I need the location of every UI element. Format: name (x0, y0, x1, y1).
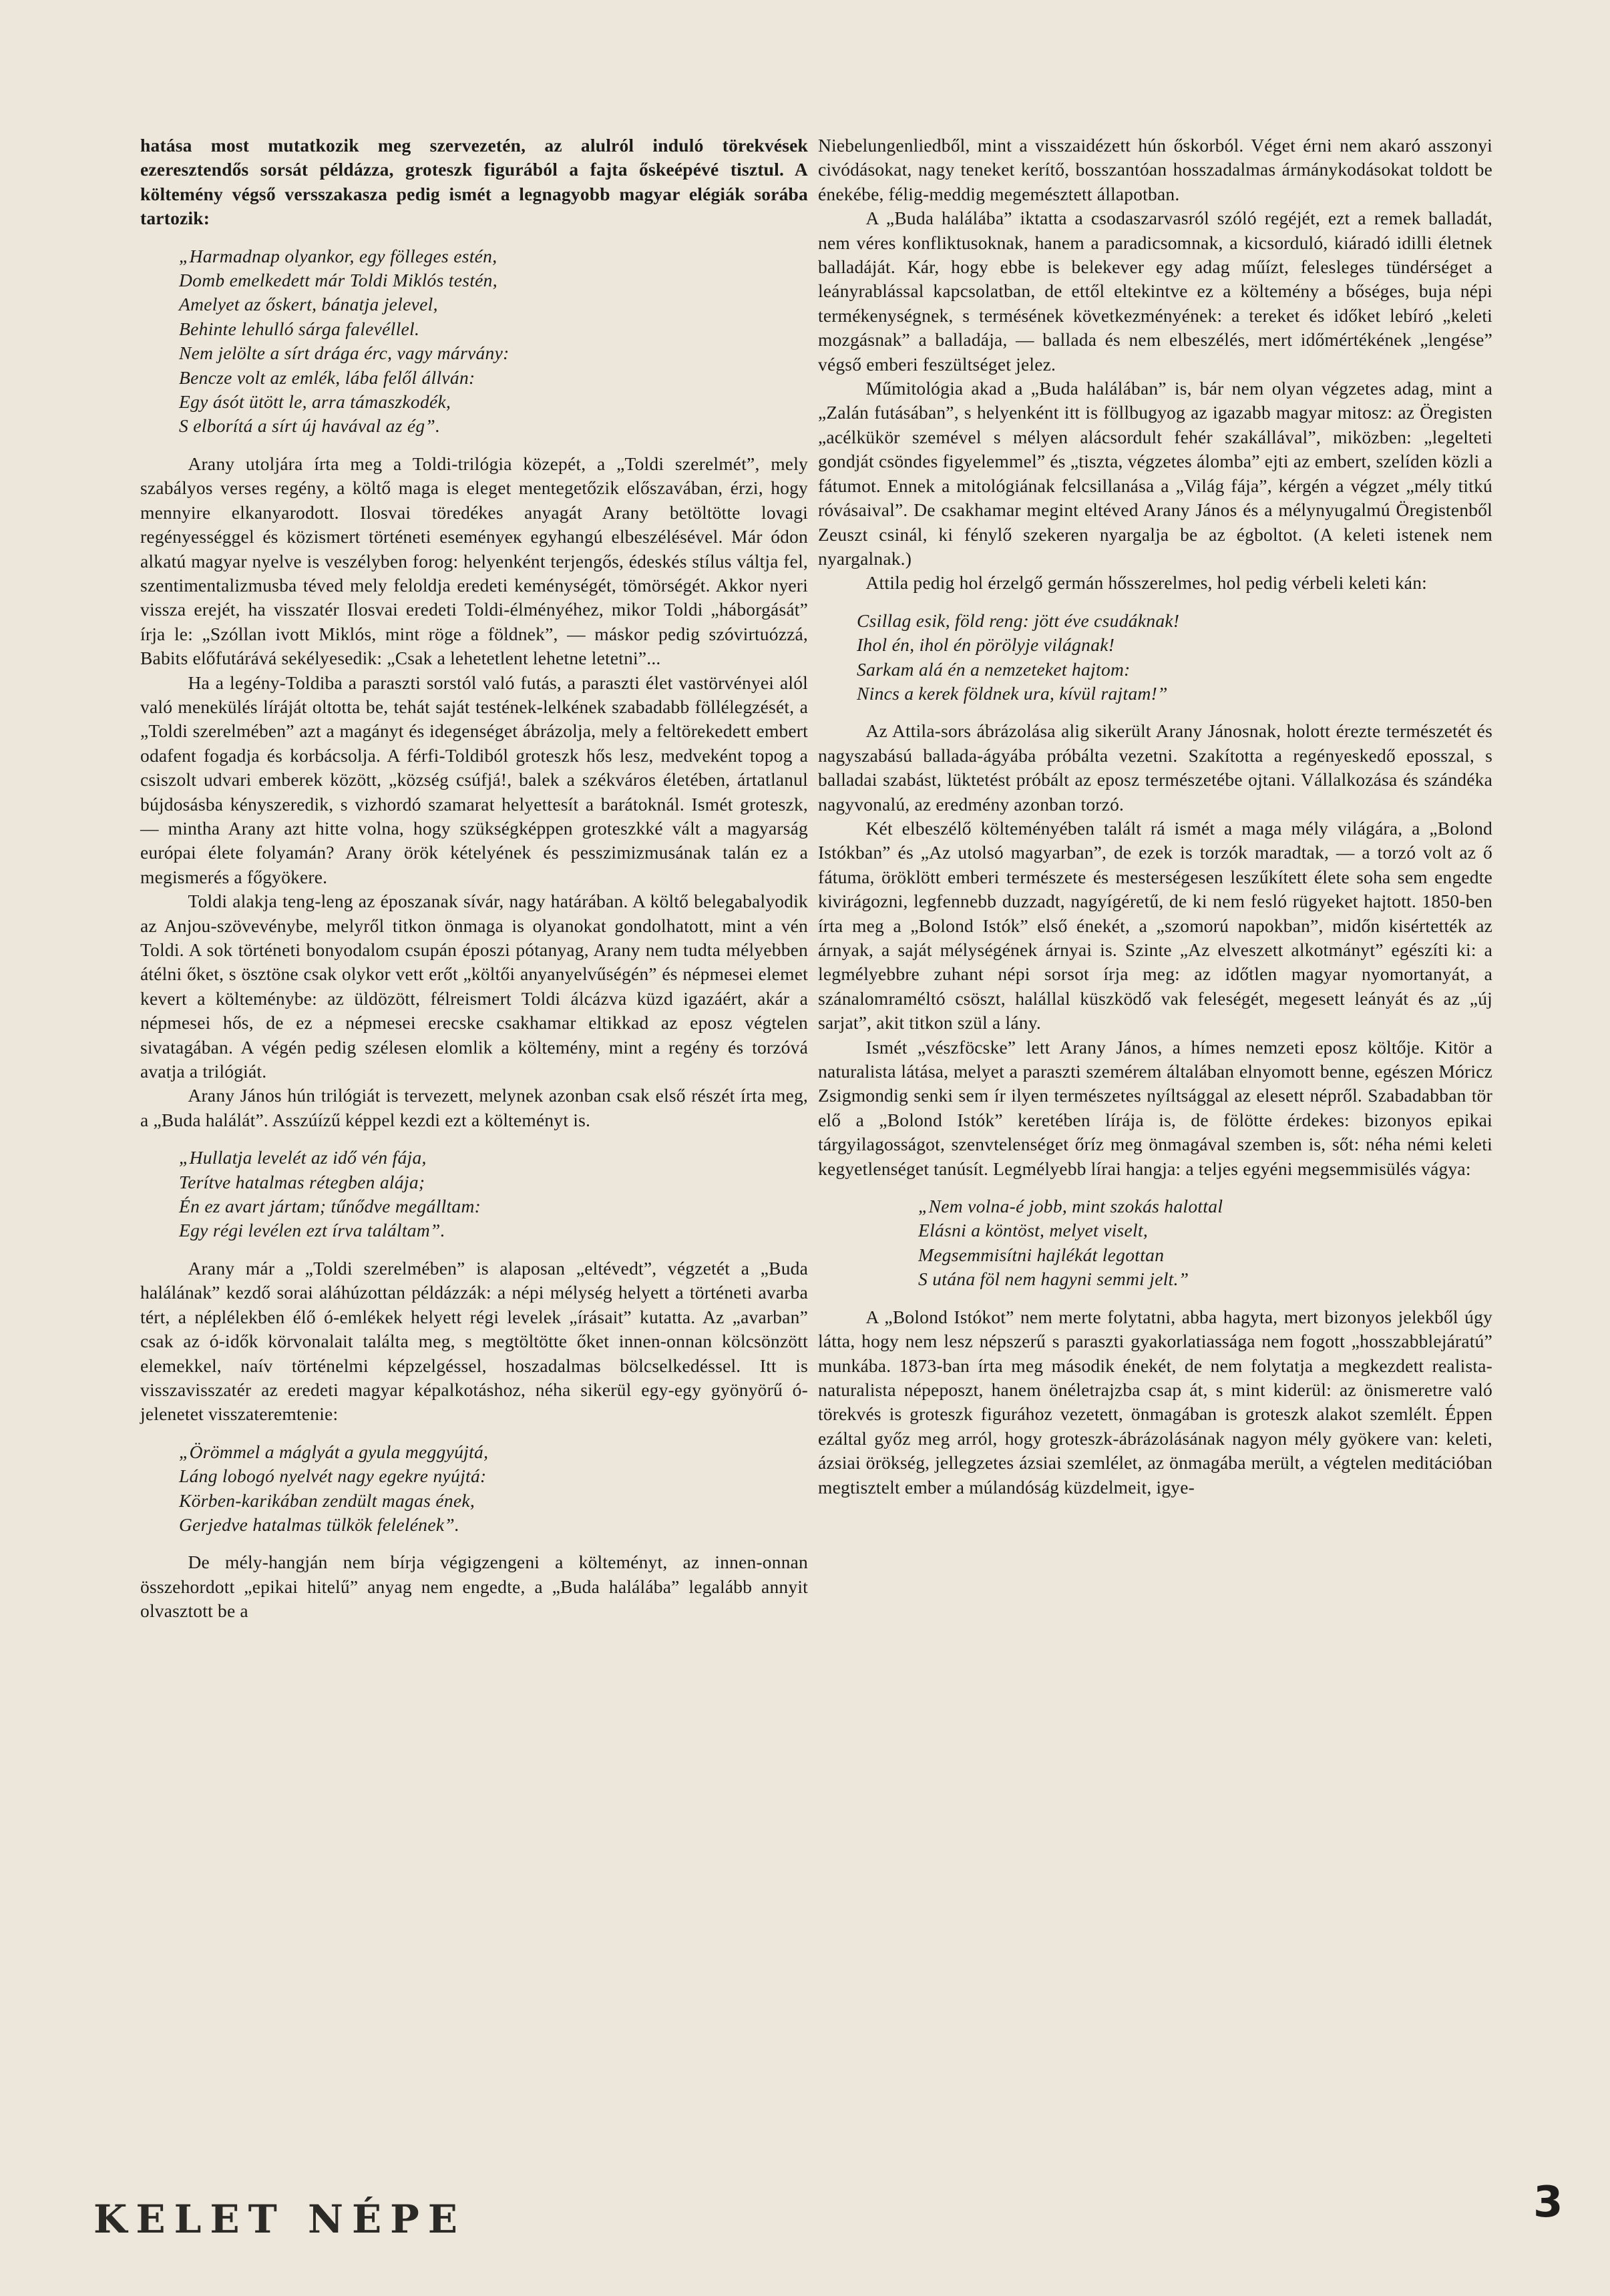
poem-line: Sarkam alá én a nemzeteket hajtom: (857, 658, 1131, 680)
paragraph: Attila pedig hol érzelgő germán hősszerelmes, hol pedig vérbeli keleti kán: (865, 572, 1427, 594)
poem-line: Nincs a kerek földnek ura, kívül rajtam!” (857, 682, 1168, 704)
paragraph: Műmitológia akad a „Buda halálában” is, bár nem olyan végzetes adag, mint a „Zalán futásában”, s helyenként itt is föllbugyog az igazabb magyar mitosz: az Öregisten „acélkükör szemével s mélyen alácsordult fehér szakállával”, miközben: „legelteti gondját csöndes figyelemmel” és „tiszta, végzetes álomba” ejti az embert, szelíden közli a fátumot. Ennek a mitológiának felcsillanása a „Világ fája”, kérgén a végzet „mély titkú róvásaival”. De csakhamar megint eltéved Arany János és a mélynyugalmú Öregistenből Zeuszt csinál, ki fénylő szekeren nyargalja be az égboltot. (A keleti istenek nem nyargalnak.) (818, 378, 1492, 569)
poem-line: Gerjedve hatalmas tülkök felelének”. (179, 1514, 460, 1535)
page-number: 3 (1533, 2178, 1563, 2227)
poem-line: „Harmadnap olyankor, egy fölleges estén, (179, 245, 497, 266)
paragraph: hatása most mutatkozik meg szervezetén, az alulról induló törekvések ezeresztendős sorsát példázza, groteszk figurából a fajta őskeépévé tisztul. A költemény végső versszakasza pedig ismét a legnagyobb magyar elégiák sorába tartozik: (140, 135, 808, 229)
poem-line: „Örömmel a máglyát a gyula meggyújtá, (179, 1441, 489, 1462)
poem-line: Bencze volt az emlék, lába felől állván: (179, 367, 475, 388)
paragraph: Arany már a „Toldi szerelmében” is alaposan „eltévedt”, végzetét a „Buda halálának” kezdő sorai aláhúzottan példázzák: a népi mélység helyett a történeti avarba tért, a néplélekben élő ó-emlékek helyett régi levelek „írásait” kutatta. Az „avarban” csak az ó-idők körvonalait találta meg, s megtöltötte őket innen-onnan kölcsönzött elemekkel, naív történelmi képzelgéssel, hoszadalmas bölcselkedéssel. Itt is visszavisszatér az eredeti magyar képalkotáshoz, néha sikerül egy-egy gyönyörű ó-jelenetet visszateremtenie: (140, 1257, 808, 1425)
poem-line: Terítve hatalmas rétegben alája; (179, 1171, 425, 1192)
poem-line: Elásni a köntöst, melyet viselt, (918, 1220, 1149, 1241)
paragraph: A „Buda halálába” iktatta a csodaszarvasról szóló regéjét, ezt a remek balladát, nem véres konfliktusoknak, hanem a paradicsomnak, a kicsorduló, kiáradó idilli életnek balladáját. Kár, hogy ebbe is belekever egy adag műízt, felesleges tündérséget a leányrablással kapcsolatban, de ettől eltekintve ez a költemény a bőséges, buja népi termékenységnek, s termésének következményének: a tereket és időket lebíró „keleti mozgásnak” a balladája, — ballada és nem elbeszélés, mert időmértékének „lengése” végső emberi feszültséget jelez. (818, 208, 1492, 375)
poem-line: S elborítá a sírt új havával az ég”. (179, 415, 441, 437)
paragraph: Arany János hún trilógiát is tervezett, melynek azonban csak első részét írta meg, a „Buda halálát”. Asszúízű képpel kezdi ezt a költeményt is. (140, 1085, 808, 1130)
paragraph: A „Bolond Istókot” nem merte folytatni, abba hagyta, mert bizonyos jelekből úgy látta, hogy nem lesz népszerű s paraszti gyakorlatiassága nem fogott „hosszabblejáratú” munkába. 1873-ban írta meg második énekét, de nem folytatja a megkezdett realista-naturalista népeposzt, hanem önéletrajzba csap át, s mint kiderül: az önismeretre való törekvés is groteszk figurához vezetett, önmagában is groteszk alakot szemlélt. Éppen ezáltal győz meg arról, hogy groteszk-ábrázolásának nagyon mély gyökere van: keleti, ázsiai örökség, jellegzetes ázsiai szemlélet, az önmagába merült, a végtelen meditációban megtisztelt ember a múlandóság küzdelmeit, igye- (818, 1306, 1492, 1498)
magazine-masthead: KELET NÉPE (93, 2197, 467, 2242)
poem-line: Nem jelölte a sírt drága érc, vagy márvány: (179, 342, 510, 364)
poem-line: Egy ásót ütött le, arra támaszkodék, (179, 391, 451, 413)
poem-stanza (857, 609, 1492, 706)
poem-line: Én ez avart jártam; tűnődve megálltam: (179, 1196, 481, 1217)
right-column (818, 134, 1492, 1500)
poem-line: Ihol én, ihol én pörölyje világnak! (857, 634, 1115, 656)
poem-line: Amelyet az őskert, bánatja jelevel, (179, 294, 438, 315)
paragraph: Ha a legény-Toldiba a paraszti sorstól való futás, a paraszti élet vastörvényei alól való menekülés líráját oltotta be, tehát saját testének-lelkének szabadabb föllélegzését, a „Toldi szerelmében” azt a magányt és idegenséget ábrázolja, mely a feltörekedett embert odafent fogadja és korbácsolja. A férfi-Toldiból groteszk hős lesz, medveként topog a csiszolt udvari emberek között, „község csúfjá!, balek a székváros életében, ártatlanul bújdosásba kényszeredik, s vizhordó szamarat helyettesít a barátoknál. Ismét groteszk, — mintha Arany azt hitte volna, hogy szükségképpen groteszkké vált a magyarság európai élete folyamán? Arany örök kételyének és pesszimizmusának talán ez a megismerés a főgyökere. (140, 672, 808, 887)
poem-stanza (179, 1440, 808, 1538)
paragraph: Az Attila-sors ábrázolása alig sikerült Arany Jánosnak, holott érezte természetét és nagyszabású ballada-ágyába próbálta vezetni. Szakította a regényeskedő eposszal, s balladai szabást, lüktetést próbált az eposz természetébe ojtani. Vállalkozása és szándéka nagyvonalú, az eredmény azonban torzó. (818, 720, 1492, 815)
poem-line: Megsemmisítni hajlékát legottan (918, 1244, 1165, 1265)
poem-line: „Nem volna-é jobb, mint szokás halottal (918, 1196, 1223, 1217)
paragraph: Két elbeszélő költeményében talált rá ismét a maga mély világára, a „Bolond Istókban” és „Az utolsó magyarban”, de ezek is torzók maradtak, — a torzó volt az ő fátuma, öröklött emberi természete és mesterségesen leszűkített élete soha sem engedte kivirágozni, legfennebb duzzadt, nagyígéretű, de ki nem fesló rügyeket hajtott. 1850-ben írta meg a „Bolond Istók” első énekét, a „szomorú napokban”, midőn kisértették az árnyak, a saját mélységének árnyai is. Szinte „Az elveszett alkotmányt” egészíti ki: a legmélyebbre zuhant népi sorsot írja meg: az időtlen magyar nyomortanyát, a szánalomraméltó csöszt, halállal küszködő vak feleségét, megesett leányát és az „új sarjat”, akit titkon szül a lány. (818, 817, 1492, 1034)
poem-line: Egy régi levélen ezt írva találtam”. (179, 1220, 445, 1241)
paragraph: Toldi alakja teng-leng az époszanak sívár, nagy határában. A költő belegabalyodik az Anjou-szövevénybe, melyről titkon önmaga is olyanokat gondolhatott, mint a vén Toldi. A sok történeti bonyodalom csupán époszi pótanyag, Arany nem tudta mélyebben átélni őket, s ösztöne csak olykor vett erőt „költői anyanyelvűségén” és népmesei elemet kevert a költeménybe: az üldözött, félreismert Toldi álcázva küzd igazáért, akár a népmesei hős, de ez a népmesei erecske csakhamar eltikkad az eposz végtelen sivatagában. A végén pedig szélesen elomlik a költemény, mint a regény és torzóvá avatja a trilógiát. (140, 891, 808, 1082)
left-column (140, 134, 808, 1624)
poem-line: S utána föl nem hagyni semmi jelt.” (918, 1269, 1189, 1290)
paragraph: Ismét „vészföcske” lett Arany János, a hímes nemzeti eposz költője. Kitör a naturalista látása, melyet a paraszti szemérem általában elnyomott benne, egészen Móricz Zsigmondig senki sem ír ilyen természetes nyíltsággal az elesett népről. Szabadabban tör elő a „Bolond Istók” keretében lírája is, de fölötte érdekes: bizonyos epikai tárgyilagosságot, szenvtelenséget őríz meg önmagával szemben is, sőt: néha némi keleti kegyetlenséget tanúsít. Legmélyebb lírai hangja: a teljes egyéni megsemmisülés vágya: (818, 1036, 1492, 1179)
poem-line: Körben-karikában zendült magas ének, (179, 1489, 475, 1511)
poem-stanza (918, 1194, 1492, 1292)
poem-line: „Hullatja levelét az idő vén fája, (179, 1147, 427, 1168)
poem-stanza (179, 1146, 808, 1243)
paragraph: Arany utoljára írta meg a Toldi-trilógia közepét, a „Toldi szerelmét”, mely szabályos verses regény, a költő maga is eleget mentegetőzik előszavában, érzi, hogy mennyire elkanyarodott. Ilosvai töredékes anyagát Arany betöltötte lovagi regényességgel és közismert történeti eseményeк egyhangú elbeszélésével. Már ódon alkatú magyar nyelve is veszélyben forog: helyenként terjengős, édeskés stílus váltja fel, szentimentalizmusba téved mely feloldja eredeti keménységét, tömörségét. Akkor nyeri vissza erejét, ha visszatér Ilosvai eredeti Toldi-élményéhez, mikor Toldi „háborgását” írja le: „Szóllan ivott Miklós, mint röge a földnek”, — máskor pedig szóvirtuózzá, Babits előfutárává sekélyesedik: „Csak a lehetetlent lehetne letetni”... (140, 453, 808, 669)
poem-line: Domb emelkedett már Toldi Miklós testén, (179, 270, 497, 291)
poem-stanza (179, 244, 808, 439)
paragraph: De mély-hangján nem bírja végigzengeni a költeményt, az innen-onnan összehordott „epikai hitelű” anyag nem engedte, a „Buda halálába” legalább annyit olvasztott be a (140, 1552, 808, 1622)
poem-line: Behinte lehulló sárga falevéllel. (179, 318, 420, 339)
poem-line: Láng lobogó nyelvét nagy egekre nyújtá: (179, 1465, 487, 1487)
paragraph: Niebelungenliedből, mint a visszaidézett hún őskorból. Véget érni nem akaró asszonyi civódásokat, nagy teneket kerítő, bosszantóan hosszadalmas ármánykodásokat toldott be énekébe, félig-meddig megemésztett állapotban. (818, 135, 1492, 204)
poem-line: Csillag esik, föld reng: jött éve csudáknak! (857, 610, 1180, 631)
